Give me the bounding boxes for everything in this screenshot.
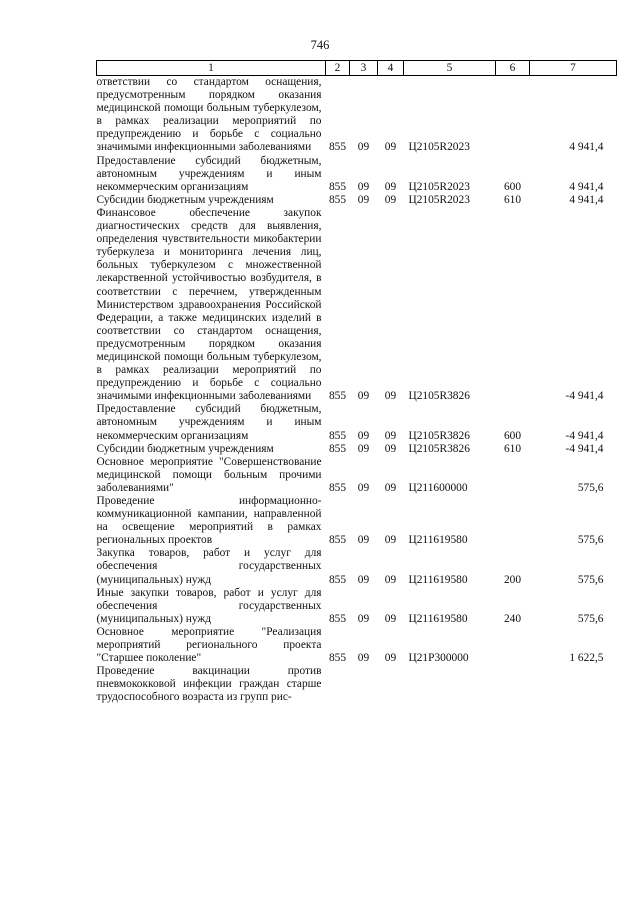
row-amount: 575,6	[577, 612, 604, 625]
row-gr: 855	[328, 612, 347, 625]
row-gr	[326, 665, 350, 704]
header-col-2: 2	[326, 61, 350, 76]
table-row	[97, 76, 617, 155]
row-vr	[496, 626, 530, 665]
row-vr	[496, 665, 530, 704]
row-rz: 09	[357, 180, 370, 193]
row-gr: 855	[328, 141, 347, 154]
row-gr: 855	[328, 534, 347, 547]
row-vr	[496, 456, 530, 495]
table-row	[97, 443, 617, 456]
row-vr	[496, 76, 530, 155]
row-rz	[350, 665, 378, 704]
row-vr: 600	[503, 429, 522, 442]
row-csr: Ц211619580	[408, 573, 468, 586]
row-pr: 09	[384, 481, 397, 494]
row-description: Финансовое обеспечение закупок диагностических средств для выявления, определения чувствительности микобактерии туберкулеза и мониторинга лечения лиц, больных туберкулезом с множественной лекарственной устойчивостью возбудителя, в соответствии с перечнем, утвержденным Министерством здравоохранения Российской Федерации, а также медицинских изделий в соответствии со стандартом оснащения, предусмотренным порядком оказания медицинской помощи больным туберкулезом, в рамках реализации мероприятий по предупреждению и борьбе с социально значимыми инфекционными заболеваниями	[96, 206, 322, 403]
row-rz: 09	[357, 652, 370, 665]
row-gr: 855	[328, 442, 347, 455]
row-vr: 610	[503, 193, 522, 206]
row-description: Основное мероприятие "Реализация мероприятий регионального проекта "Старшее поколение"	[96, 625, 322, 665]
row-vr	[496, 495, 530, 547]
row-gr: 855	[328, 429, 347, 442]
header-col-6: 6	[496, 61, 530, 76]
table-row	[97, 403, 617, 442]
table-row	[97, 194, 617, 207]
row-pr: 09	[384, 612, 397, 625]
table-header	[97, 61, 617, 76]
row-gr: 855	[328, 180, 347, 193]
row-gr: 855	[328, 193, 347, 206]
row-vr: 240	[503, 612, 522, 625]
row-description: ответствии со стандартом оснащения, предусмотренным порядком оказания медицинской помощи больным туберкулезом, в рамках реализации мероприятий по предупреждению и борьбе с социально значимыми инфекционными заболеваниями	[96, 76, 322, 154]
row-amount: 575,6	[577, 481, 604, 494]
table-row	[97, 587, 617, 626]
page-number: 746	[310, 38, 330, 52]
header-col-7: 7	[530, 61, 617, 76]
header-col-4: 4	[378, 61, 404, 76]
row-rz: 09	[357, 612, 370, 625]
row-csr: Ц2105R2023	[408, 193, 470, 206]
budget-table	[96, 60, 617, 705]
row-amount: 575,6	[577, 573, 604, 586]
row-description: Иные закупки товаров, работ и услуг для обеспечения государственных (муниципальных) нужд	[96, 586, 322, 625]
row-rz: 09	[357, 534, 370, 547]
row-description: Субсидии бюджетным учреждениям	[96, 442, 274, 455]
table-row	[97, 207, 617, 403]
row-amount: 4 941,4	[569, 180, 604, 193]
table-row	[97, 547, 617, 586]
row-amount: 575,6	[577, 534, 604, 547]
row-gr: 855	[328, 390, 347, 403]
row-rz: 09	[357, 390, 370, 403]
row-gr: 855	[328, 652, 347, 665]
row-csr: Ц2105R3826	[408, 442, 470, 455]
row-csr: Ц2105R2023	[408, 141, 470, 154]
header-col-1: 1	[97, 61, 326, 76]
row-amount: 1 622,5	[569, 652, 604, 665]
row-amount: -4 941,4	[565, 442, 604, 455]
table-row	[97, 155, 617, 194]
row-description: Проведение вакцинации против пневмококковой инфекции граждан старше трудоспособного возраста из групп рис-	[96, 665, 322, 704]
row-csr: Ц2105R2023	[408, 180, 470, 193]
table-row	[97, 495, 617, 547]
row-pr: 09	[384, 193, 397, 206]
row-amount: 4 941,4	[569, 193, 604, 206]
row-pr: 09	[384, 141, 397, 154]
row-csr: Ц21P300000	[408, 652, 469, 665]
row-vr: 200	[503, 573, 522, 586]
row-pr: 09	[384, 180, 397, 193]
row-csr: Ц2105R3826	[408, 390, 470, 403]
row-description: Проведение информационно-коммуникационной кампании, направленной на освещение мероприятий в рамках региональных проектов	[96, 495, 322, 547]
row-vr: 610	[503, 442, 522, 455]
row-description: Субсидии бюджетным учреждениям	[96, 193, 274, 206]
row-pr: 09	[384, 442, 397, 455]
row-csr: Ц211600000	[408, 481, 468, 494]
row-vr: 600	[503, 180, 522, 193]
row-amount	[530, 665, 617, 704]
row-rz: 09	[357, 481, 370, 494]
header-col-3: 3	[350, 61, 378, 76]
row-vr	[496, 207, 530, 403]
table-row	[97, 456, 617, 495]
table-row	[97, 626, 617, 665]
row-rz: 09	[357, 442, 370, 455]
row-description: Основное мероприятие "Совершенствование медицинской помощи больным прочими заболеваниями"	[96, 455, 322, 494]
row-description: Закупка товаров, работ и услуг для обеспечения государственных (муниципальных) нужд	[96, 547, 322, 586]
row-amount: -4 941,4	[565, 390, 604, 403]
row-description: Предоставление субсидий бюджетным, автономным учреждениям и иным некоммерческим организациям	[96, 154, 322, 193]
header-col-5: 5	[404, 61, 496, 76]
row-pr: 09	[384, 534, 397, 547]
row-csr: Ц211619580	[408, 534, 468, 547]
row-csr: Ц2105R3826	[408, 429, 470, 442]
row-csr	[404, 665, 496, 704]
row-rz: 09	[357, 141, 370, 154]
table-body	[97, 76, 617, 705]
row-description: Предоставление субсидий бюджетным, автономным учреждениям и иным некоммерческим организациям	[96, 403, 322, 442]
row-pr: 09	[384, 390, 397, 403]
row-rz: 09	[357, 429, 370, 442]
row-pr: 09	[384, 573, 397, 586]
row-rz: 09	[357, 193, 370, 206]
row-gr: 855	[328, 573, 347, 586]
table-row	[97, 665, 617, 704]
row-csr: Ц211619580	[408, 612, 468, 625]
row-pr: 09	[384, 429, 397, 442]
row-amount: 4 941,4	[569, 141, 604, 154]
row-amount: -4 941,4	[565, 429, 604, 442]
row-pr	[378, 665, 404, 704]
row-gr: 855	[328, 481, 347, 494]
row-rz: 09	[357, 573, 370, 586]
row-pr: 09	[384, 652, 397, 665]
